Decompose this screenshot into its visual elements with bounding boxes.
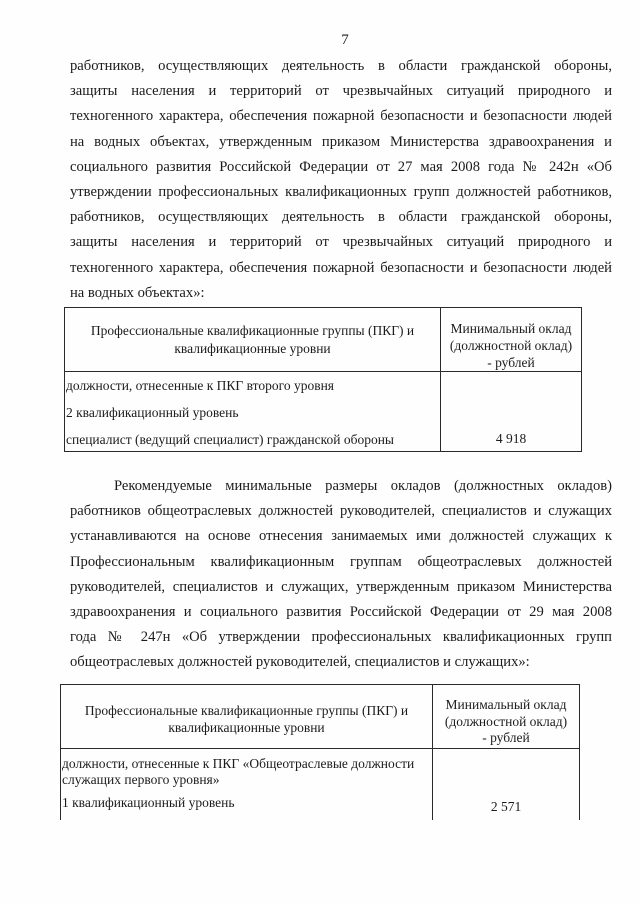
row-group-cell — [62, 756, 430, 788]
level-label: 1 квалификационный уровень — [62, 795, 235, 810]
text-line: работников, осуществляющих деятельность в области гражданской обороны, — [70, 58, 612, 74]
salary-table-civil-defense — [64, 307, 582, 452]
text-line: техногенного характера, обеспечения пожарной безопасности и безопасности людей — [70, 108, 612, 125]
page-number: 7 — [341, 32, 349, 48]
text-line: здравоохранения и социального развития Российской Федерации от 29 мая 2008 — [70, 603, 612, 620]
text-line: утверждении профессиональных квалификационных групп должностей работников, — [70, 183, 612, 200]
paragraph-general-positions-pkg — [70, 474, 612, 676]
header-text: квалификационные уровни — [174, 340, 331, 356]
header-text: квалификационные уровни — [168, 720, 325, 735]
text-line: защиты населения и территорий от чрезвычайных ситуаций природного и — [70, 234, 612, 251]
text-line: работников, осуществляющих деятельность в области гражданской обороны, — [70, 209, 612, 226]
salary-value: 2 571 — [490, 799, 522, 814]
text-line: социального развития Российской Федерации от 27 мая 2008 года № 242н «Об — [70, 158, 612, 175]
row-group-cell — [66, 372, 438, 452]
group-label: должности, отнесенные к ПКГ «Общеотраслевые должности — [62, 756, 415, 771]
header-group-cell — [65, 308, 440, 371]
table-divider — [61, 748, 579, 749]
text-line: устанавливаются на основе отнесения занимаемых ими должностей служащих к — [70, 528, 612, 545]
level-label: 2 квалификационный уровень — [66, 405, 239, 420]
text-line: года № 247н «Об утверждении профессиональных квалификационных групп — [70, 629, 612, 646]
header-text: Минимальный оклад — [450, 321, 572, 336]
header-salary-cell — [433, 685, 579, 748]
position-label: специалист (ведущий специалист) гражданской обороны — [66, 432, 395, 447]
header-text: - рублей — [487, 355, 535, 370]
header-text: - рублей — [482, 730, 530, 745]
text-line: на водных объектах»: — [70, 284, 205, 301]
text-line: техногенного характера, обеспечения пожарной безопасности и безопасности людей — [70, 259, 612, 276]
header-text: (должностной оклад) — [449, 338, 573, 353]
salary-value: 4 918 — [495, 431, 527, 446]
header-salary-cell — [441, 308, 581, 371]
header-group-cell — [61, 685, 432, 748]
text-line: руководителей, специалистов и служащих, утвержденным приказом Министерства — [70, 578, 612, 595]
text-line: Рекомендуемые минимальные размеры окладов (должностных окладов) — [114, 478, 612, 494]
group-label: служащих первого уровня» — [62, 772, 220, 787]
header-text: Минимальный оклад — [445, 697, 567, 712]
header-text: Профессиональные квалификационные группы (ПКГ) и — [84, 703, 409, 718]
text-line: на водных объектах, утвержденным приказом Министерства здравоохранения и — [70, 133, 612, 150]
paragraph-civil-defense-pkg — [70, 54, 612, 306]
text-line: работников общеотраслевых должностей руководителей, специалистов и служащих — [70, 503, 612, 520]
text-line: защиты населения и территорий от чрезвычайных ситуаций природного и — [70, 83, 612, 100]
group-label: должности, отнесенные к ПКГ второго уровня — [66, 378, 335, 393]
header-text: (должностной оклад) — [444, 713, 568, 729]
salary-table-general-positions — [60, 684, 580, 820]
header-text: Профессиональные квалификационные группы (ПКГ) и — [90, 323, 415, 338]
text-line: общеотраслевых должностей руководителей, специалистов и служащих»: — [70, 654, 530, 671]
text-line: Профессиональным квалификационным группам общеотраслевых должностей — [70, 553, 612, 570]
